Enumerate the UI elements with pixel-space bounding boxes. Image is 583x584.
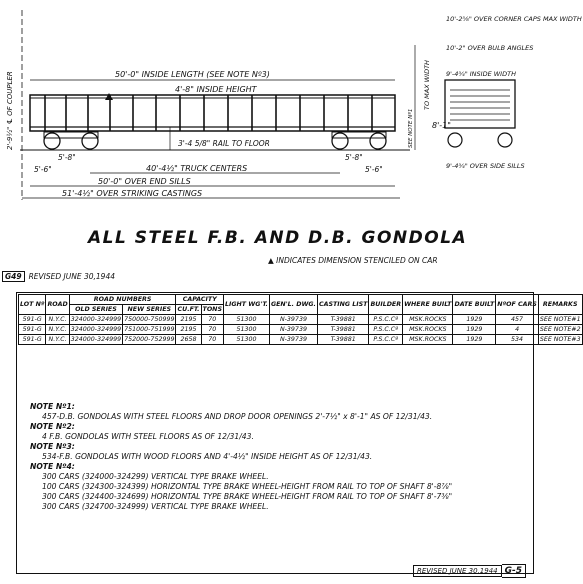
cell-cuft: 2195	[176, 315, 201, 325]
cell-casting-list: T-39881	[317, 315, 368, 325]
cell-new-series: 750000-750999	[124, 316, 175, 323]
note-4-line: 100 CARS (324300-324399) HORIZONTAL TYPE BRAKE WHEEL-HEIGHT FROM RAIL TO TOP OF SHAFT 8'-8⅞"	[42, 482, 453, 491]
cell-old-series: 324000-324999	[70, 316, 122, 323]
col-genl-dwg: GEN'L. DWG.	[269, 295, 317, 315]
cell-genl-dwg: N-39739	[269, 335, 317, 345]
col-new-series: NEW SERIES	[123, 305, 176, 315]
note-4-heading: NOTE Nº4:	[30, 462, 75, 471]
note-3-body: 534-F.B. GONDOLAS WITH WOOD FLOORS AND 4'-4½" INSIDE HEIGHT AS OF 12/31/43.	[42, 452, 373, 461]
footer-revised: REVISED JUNE 30,1944	[413, 565, 502, 577]
cell-road: N.Y.C.	[46, 315, 69, 325]
col-capacity: CAPACITY	[176, 295, 224, 305]
over-corner-label: 10'-2⅝" OVER CORNER CAPS MAX WIDTH	[446, 15, 582, 23]
inside-width-label: 9'-4¾" INSIDE WIDTH	[446, 70, 516, 78]
revised-top: REVISED JUNE 30,1944	[28, 272, 115, 281]
over-side-sills-label: 9'-4¾" OVER SIDE SILLS	[446, 162, 525, 170]
note-1-body: 457-D.B. GONDOLAS WITH STEEL FLOORS AND DROP DOOR OPENINGS 2'-7½" x 8'-1" AS OF 12/31/43.	[42, 412, 433, 421]
table-row	[19, 325, 583, 335]
end-dim-right: 5'-6"	[365, 165, 383, 174]
col-cuft: CU.FT.	[177, 306, 200, 313]
cell-remarks: SEE NOTE#3	[539, 336, 581, 343]
cell-date-built: 1929	[453, 325, 496, 335]
cell-builder: P.S.C.Cº	[369, 325, 403, 335]
col-tons: TONS	[202, 306, 222, 313]
cell-genl-dwg: N-39739	[269, 325, 317, 335]
end-dim-left: 5'-6"	[34, 165, 52, 174]
cell-light-wgt: 51300	[224, 335, 270, 345]
cell-no-cars: 534	[496, 335, 539, 345]
cell-where-built: MSK.ROCKS	[403, 335, 453, 345]
col-casting-list: CASTING LIST	[317, 295, 368, 315]
cell-tons: 70	[201, 315, 223, 325]
note-4-line: 300 CARS (324000-324299) VERTICAL TYPE BRAKE WHEEL.	[42, 472, 269, 481]
col-light-wgt: LIGHT WG'T.	[224, 295, 270, 315]
over-striking-label: 51'-4½" OVER STRIKING CASTINGS	[62, 189, 203, 198]
see-note-label: SEE NOTE Nº1	[408, 108, 414, 148]
cell-builder: P.S.C.Cº	[369, 315, 403, 325]
footer-page-number: G-5	[502, 564, 526, 578]
cell-lot: 591-G	[19, 315, 46, 325]
col-old-series: OLD SERIES	[69, 305, 122, 315]
cell-cuft: 2658	[176, 335, 201, 345]
col-no-cars: NºOF CARS	[496, 295, 539, 315]
cell-lot: 591-G	[19, 335, 46, 345]
truck-dim-right: 5'-8"	[345, 153, 363, 162]
inside-length-label: 50'-0" INSIDE LENGTH (SEE NOTE Nº3)	[115, 70, 270, 79]
cell-lot: 591-G	[19, 325, 46, 335]
col-where-built: WHERE BUILT	[403, 295, 453, 315]
col-road: ROAD	[46, 295, 69, 315]
cell-genl-dwg: N-39739	[269, 315, 317, 325]
cell-date-built: 1929	[453, 315, 496, 325]
cell-where-built: MSK.ROCKS	[403, 315, 453, 325]
cell-builder: P.S.C.Cº	[369, 335, 403, 345]
over-end-sills-label: 50'-0" OVER END SILLS	[98, 177, 191, 186]
note-2-body: 4 F.B. GONDOLAS WITH STEEL FLOORS AS OF 12/31/43.	[42, 432, 254, 441]
height-8-1-label: 8'-1"	[432, 121, 451, 130]
table-row	[19, 315, 583, 325]
plate-header	[2, 272, 115, 281]
plate-id: G49	[2, 271, 25, 282]
inside-height-label: 4'-8" INSIDE HEIGHT	[175, 85, 257, 94]
cell-old-series: 324000-324999	[70, 326, 122, 333]
cell-tons: 70	[201, 335, 223, 345]
table-row	[19, 335, 583, 345]
note-2-heading: NOTE Nº2:	[30, 422, 75, 431]
cell-new-series: 752000-752999	[124, 336, 175, 343]
cell-casting-list: T-39881	[317, 325, 368, 335]
rail-to-floor-label: 3'-4 5/8" RAIL TO FLOOR	[178, 139, 270, 148]
cell-no-cars: 457	[496, 315, 539, 325]
cell-date-built: 1929	[453, 335, 496, 345]
note-4-line: 300 CARS (324400-324699) HORIZONTAL TYPE BRAKE WHEEL-HEIGHT FROM RAIL TO TOP OF SHAFT 8'-7⅜"	[42, 492, 453, 501]
note-1-heading: NOTE Nº1:	[30, 402, 75, 411]
cell-no-cars: 4	[496, 325, 539, 335]
cell-remarks: SEE NOTE#2	[539, 326, 581, 333]
cell-casting-list: T-39881	[317, 335, 368, 345]
cell-tons: 70	[201, 325, 223, 335]
col-builder: BUILDER	[369, 295, 403, 315]
cell-old-series: 324000-324999	[70, 336, 122, 343]
car-roster-table	[18, 294, 583, 345]
truck-centers-label: 40'-4½" TRUCK CENTERS	[146, 164, 248, 173]
car-elevation-drawing	[0, 0, 582, 225]
notes-section	[30, 402, 520, 512]
col-remarks: REMARKS	[538, 295, 582, 315]
cell-road: N.Y.C.	[46, 325, 69, 335]
note-4-line: 300 CARS (324700-324999) VERTICAL TYPE BRAKE WHEEL.	[42, 502, 269, 511]
cell-new-series: 751000-751999	[124, 326, 175, 333]
note-3-heading: NOTE Nº3:	[30, 442, 75, 451]
cell-road: N.Y.C.	[46, 335, 69, 345]
cell-remarks: SEE NOTE#1	[539, 316, 581, 323]
drawing-title: ALL STEEL F.B. AND D.B. GONDOLA	[88, 228, 468, 248]
col-date-built: DATE BUILT	[453, 295, 496, 315]
col-road-numbers: ROAD NUMBERS	[69, 295, 176, 305]
cell-where-built: MSK.ROCKS	[403, 325, 453, 335]
truck-dim-left: 5'-8"	[58, 153, 76, 162]
col-lot: LOT Nº	[19, 295, 46, 315]
stencil-note: ▲ INDICATES DIMENSION STENCILED ON CAR	[268, 256, 438, 265]
over-bulb-label: 10'-2" OVER BULB ANGLES	[446, 44, 534, 52]
cell-cuft: 2195	[176, 325, 201, 335]
cell-light-wgt: 51300	[224, 325, 270, 335]
cell-light-wgt: 51300	[224, 315, 270, 325]
to-max-width-label: TO MAX WIDTH	[423, 60, 431, 110]
footer	[413, 566, 526, 576]
coupler-label: 2'-9½" ℄ OF COUPLER	[6, 71, 14, 150]
